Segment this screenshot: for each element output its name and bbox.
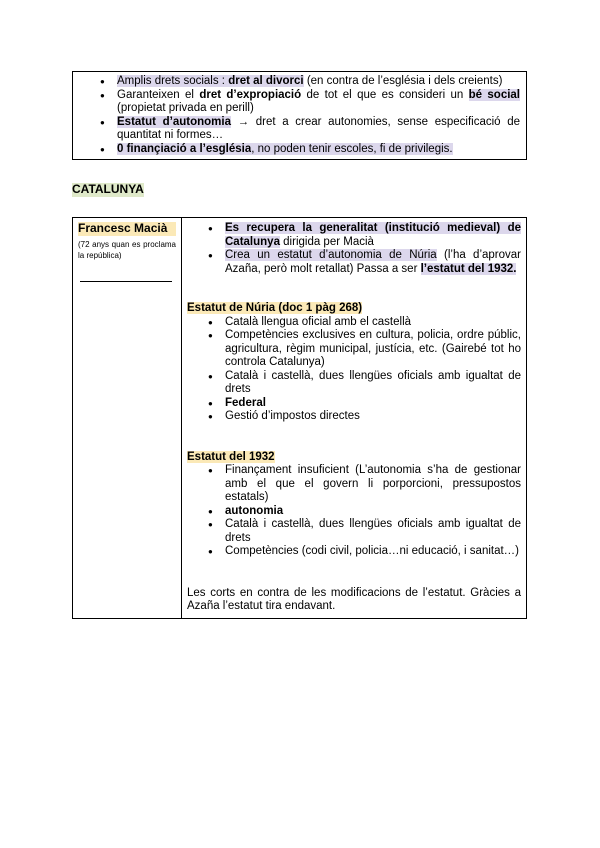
list-item — [117, 89, 520, 116]
list-item — [225, 464, 521, 505]
text-run: l’estatut del 1932. — [420, 262, 517, 275]
list-item — [225, 410, 521, 424]
text-run: Català llengua oficial amb el castellà — [225, 315, 412, 328]
list-item — [225, 316, 521, 330]
catalunya-table — [72, 217, 527, 619]
text-run: 0 finançiació a l’església — [117, 142, 252, 155]
nuria-heading — [187, 302, 521, 316]
list-item — [225, 545, 521, 559]
summary-box — [72, 71, 527, 160]
text-run: de tot el que es consideri un — [301, 88, 469, 101]
list-item — [225, 518, 521, 545]
e1932-heading-text: Estatut del 1932 — [187, 450, 275, 463]
list-item — [117, 116, 520, 143]
nuria-heading-text: Estatut de Núria (doc 1 pàg 268) — [187, 302, 363, 314]
text-run: (l’ha d’aprovar Azaña, però molt retallat) Passa a ser — [225, 249, 521, 275]
text-run: Garanteixen el — [117, 88, 200, 101]
text-run: Competències (codi civil, policia…ni educació, i sanitat…) — [225, 545, 520, 557]
list-item — [225, 397, 521, 411]
text-run: Catalunya — [225, 235, 280, 248]
list-item — [225, 249, 521, 276]
text-run: bé social — [468, 88, 520, 101]
nuria-list — [187, 316, 521, 424]
text-run: Crea un estatut d’autonomia de Núria — [225, 249, 437, 261]
list-item — [225, 370, 521, 397]
text-run: Estatut d’autonomia — [117, 115, 231, 128]
text-run: Competències exclusives en cultura, policia, ordre públic, agricultura, règim municipal, justícia, etc. (Gairebé tot ho controla Catalunya) — [225, 329, 521, 368]
list-item — [225, 505, 521, 519]
text-run: , no poden tenir escoles, fi de privilegis. — [251, 142, 453, 155]
right-cell — [182, 218, 527, 619]
text-run: dirigida per Macià — [279, 235, 374, 248]
text-run: Amplis drets socials : — [117, 75, 229, 87]
text-run: Finançament insuficient (L’autonomia s’ha de gestionar amb el que el govern li porporcioni, pressupostos estatals) — [225, 464, 521, 503]
left-cell — [73, 218, 182, 619]
section-title: CATALUNYA — [72, 182, 144, 196]
summary-list — [79, 75, 520, 156]
text-run: Gestió d’impostos directes — [225, 410, 360, 422]
text-run: Es recupera la generalitat (institució medieval) de — [225, 222, 521, 234]
text-run: Federal — [225, 396, 266, 409]
e1932-list — [187, 464, 521, 559]
list-item — [225, 329, 521, 370]
person-note: (72 anys quan es proclama la república) — [78, 239, 176, 260]
text-run: dret al divorci — [228, 75, 304, 87]
text-run: (en contra de l’església i dels creients) — [303, 75, 503, 87]
text-run: autonomia — [225, 504, 284, 517]
text-run: → dret a crear autonomies, sense especificació de quantitat ni formes… — [117, 115, 520, 141]
text-run: Català i castellà, dues llengües oficials amb igualtat de drets — [225, 369, 521, 395]
list-item — [117, 75, 520, 89]
text-run: dret d’expropiació — [199, 88, 302, 101]
text-run: (propietat privada en perill) — [117, 102, 254, 114]
list-item — [225, 222, 521, 249]
closing-paragraph: Les corts en contra de les modificacions de l’estatut. Gràcies a Azaña l’estatut tira endavant. — [187, 586, 521, 612]
e1932-heading — [187, 451, 521, 465]
list-item — [117, 143, 520, 157]
person-name: Francesc Macià — [78, 222, 176, 236]
divider — [80, 281, 172, 282]
intro-list — [187, 222, 521, 276]
text-run: Català i castellà, dues llengües oficials amb igualtat de drets — [225, 518, 521, 544]
